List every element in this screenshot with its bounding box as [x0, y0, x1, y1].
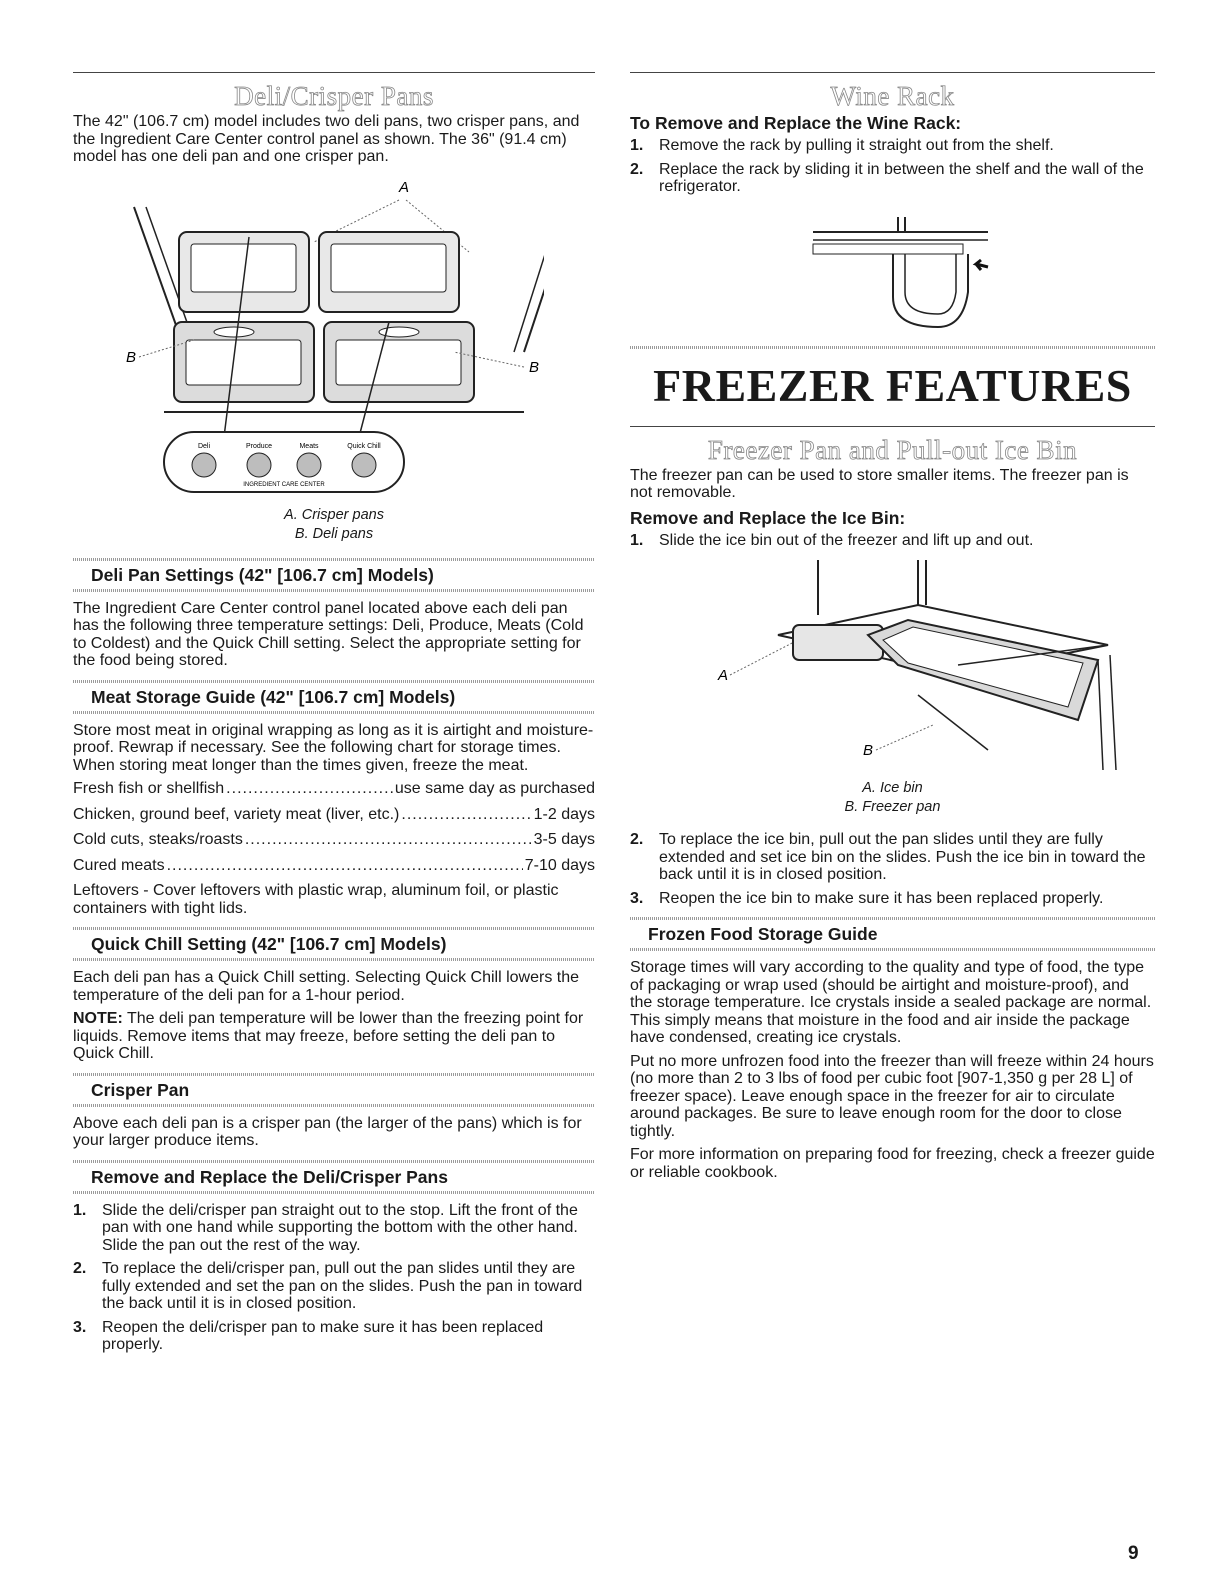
ice-bin-heading: Remove and Replace the Ice Bin: — [630, 507, 906, 528]
step-number: 2. — [73, 1260, 87, 1277]
leftovers-text: Leftovers - Cover leftovers with plastic wrap, aluminum foil, or plastic containers with tight lids. — [73, 882, 559, 917]
crisper-heading-block — [73, 1073, 595, 1107]
meat-time: 3-5 days — [533, 831, 595, 848]
step-number: 3. — [630, 889, 644, 907]
meat-guide-text: Store most meat in original wrapping as long as it is airtight and moisture-proof. Rewrap if necessary. See the following chart for storage times. When storing meat longer than the times given, freeze the meat. — [73, 721, 594, 774]
frozen-paragraph: Put no more unfrozen food into the freezer than will freeze within 24 hours (no more than 2 to 3 lbs of food per cubic foot [907-1,350 g per 28 L] of freezer space). Leave enough space in the freezer for air to circulate around packages. Be sure to leave enough room for the door to close tightly. — [630, 1052, 1154, 1140]
deli-crisper-illustration — [124, 172, 544, 502]
step-text: Reopen the ice bin to make sure it has been replaced properly. — [659, 889, 1104, 907]
step-number: 3. — [73, 1318, 87, 1336]
meat-time: 1-2 days — [533, 805, 595, 823]
page-number: 9 — [1128, 1543, 1139, 1564]
frozen-paragraph: Storage times will vary according to the quality and type of food, the type of packaging or wrap used (should be airtight and moisture-proof), and the storage temperature. Ice crystals inside a sealed package are normal. This simply means that moisture in the food and air inside the package have condensed, creating ice crystals. — [630, 959, 1152, 1046]
list-item — [630, 532, 1155, 550]
wine-steps — [630, 137, 1155, 196]
quick-chill-button — [352, 453, 376, 477]
freezer-features-title: FREEZER FEATURES — [653, 359, 1132, 411]
produce-button — [247, 453, 271, 477]
figure-caption — [73, 506, 595, 544]
step-text: Slide the ice bin out of the freezer and lift up and out. — [659, 531, 1034, 549]
ice-figure-caption — [630, 779, 1155, 817]
caption-b: B. Deli pans — [294, 525, 374, 542]
step-number: 1. — [73, 1201, 87, 1219]
deli-crisper-title: Deli/Crisper Pans — [234, 81, 434, 111]
wine-rack-heading: To Remove and Replace the Wine Rack: — [630, 113, 962, 133]
frozen-food-heading: Frozen Food Storage Guide — [648, 924, 878, 944]
list-item — [73, 1319, 595, 1354]
figure-label-a: A — [399, 178, 410, 196]
ice-steps-first — [630, 532, 1155, 550]
meat-item: Cold cuts, steaks/roasts — [73, 831, 243, 848]
caption-a: A. Crisper pans — [284, 506, 384, 523]
panel-button-label-deli: Deli — [197, 442, 211, 450]
list-item — [630, 161, 1155, 196]
list-item — [73, 1202, 595, 1255]
list-item — [630, 890, 1155, 908]
deli-button — [192, 453, 216, 477]
deli-settings-heading: Deli Pan Settings (42" [106.7 cm] Models) — [91, 564, 434, 585]
meat-row — [73, 780, 595, 798]
meat-time: use same day as purchased — [394, 780, 595, 797]
quick-chill-note — [73, 1010, 595, 1063]
top-rule — [73, 72, 595, 73]
crisper-text: Above each deli pan is a crisper pan (the larger of the pans) which is for your larger produce items. — [73, 1114, 582, 1149]
section-rule — [630, 426, 1155, 427]
wine-rack-title: Wine Rack — [830, 81, 955, 111]
step-text: To replace the deli/crisper pan, pull out the pan slides until they are fully extended and set the pan on the slides. Push the pan in toward the back until it is in closed position. — [102, 1260, 583, 1312]
note-label: NOTE: — [73, 1010, 123, 1027]
panel-button-label-quick-chill: Quick Chill — [347, 442, 381, 450]
panel-button-label-meats: Meats — [299, 442, 319, 450]
meat-guide-heading: Meat Storage Guide (42" [106.7 cm] Models) — [91, 686, 456, 707]
step-number: 1. — [630, 137, 644, 154]
panel-button-label-produce: Produce — [245, 442, 273, 450]
figure-label-b: B — [862, 742, 873, 759]
meat-item: Cured meats — [73, 856, 165, 874]
right-column — [630, 72, 1155, 1187]
step-text: To replace the ice bin, pull out the pan slides until they are fully extended and set ice bin on the slides. Push the ice bin in toward the back until it is in closed position. — [659, 831, 1146, 883]
remove-heading: Remove and Replace the Deli/Crisper Pans — [91, 1166, 448, 1187]
left-column — [73, 72, 595, 1360]
top-rule — [630, 72, 1155, 73]
meat-row — [73, 857, 595, 875]
figure-label-a: A — [717, 667, 728, 684]
panel-label: INGREDIENT CARE CENTER — [243, 481, 325, 488]
step-text: Slide the deli/crisper pan straight out to the stop. Lift the front of the pan with one hand while supporting the bottom with the other hand. Slide the pan out the rest of the way. — [102, 1201, 578, 1254]
caption-a: A. Ice bin — [862, 780, 923, 796]
meat-row — [73, 806, 595, 824]
quick-chill-text: Each deli pan has a Quick Chill setting. Selecting Quick Chill lowers the temperature of the deli pan for a 1-hour period. — [73, 969, 580, 1004]
meats-button — [297, 453, 321, 477]
list-item — [630, 831, 1155, 884]
wine-rack-illustration — [793, 202, 993, 332]
remove-heading-block — [73, 1160, 595, 1194]
meat-guide-heading-block — [73, 680, 595, 714]
meat-item: Fresh fish or shellfish — [73, 780, 225, 797]
quick-chill-heading: Quick Chill Setting (42" [106.7 cm] Models) — [91, 934, 447, 954]
meat-row — [73, 831, 595, 849]
deli-settings-text: The Ingredient Care Center control panel located above each deli pan has the following three temperature settings: Deli, Produce, Meats (Cold to Coldest) and the Quick Chill setting. Select the appropriate setting for the food being stored. — [73, 599, 584, 669]
note-text: The deli pan temperature will be lower than the freezing point for liquids. Remove items that may freeze, before setting the deli pan to Quick Chill. — [73, 1010, 584, 1062]
frozen-paragraph: For more information on preparing food for freezing, check a freezer guide or reliable cookbook. — [630, 1146, 1155, 1181]
step-text: Reopen the deli/crisper pan to make sure it has been replaced properly. — [102, 1318, 544, 1353]
step-text: Remove the rack by pulling it straight out from the shelf. — [659, 137, 1054, 154]
meat-item: Chicken, ground beef, variety meat (liver, etc.) — [73, 805, 400, 823]
crisper-heading: Crisper Pan — [91, 1079, 190, 1100]
frozen-heading-block — [630, 917, 1155, 951]
divider — [630, 346, 1155, 349]
ice-bin-illustration — [658, 555, 1128, 775]
step-number: 1. — [630, 531, 644, 549]
list-item — [630, 137, 1155, 155]
freezer-pan-title: Freezer Pan and Pull-out Ice Bin — [707, 434, 1078, 465]
caption-b: B. Freezer pan — [844, 799, 941, 815]
figure-label-b-left: B — [126, 348, 137, 366]
step-number: 2. — [630, 160, 644, 178]
remove-steps — [73, 1202, 595, 1354]
ice-steps-more — [630, 831, 1155, 907]
quick-chill-heading-block — [73, 927, 595, 961]
meat-time: 7-10 days — [524, 856, 595, 874]
deli-crisper-intro: The 42" (106.7 cm) model includes two deli pans, two crisper pans, and the Ingredient Care Center control panel as shown. The 36" (91.4 cm) model has one deli pan and one crisper pan. — [73, 113, 580, 165]
freezer-intro: The freezer pan can be used to store smaller items. The freezer pan is not removable. — [630, 466, 1129, 501]
list-item — [73, 1260, 595, 1313]
deli-settings-heading-block — [73, 558, 595, 592]
step-number: 2. — [630, 831, 644, 848]
step-text: Replace the rack by sliding it in between the shelf and the wall of the refrigerator. — [659, 160, 1144, 195]
figure-label-b-right: B — [529, 358, 540, 376]
